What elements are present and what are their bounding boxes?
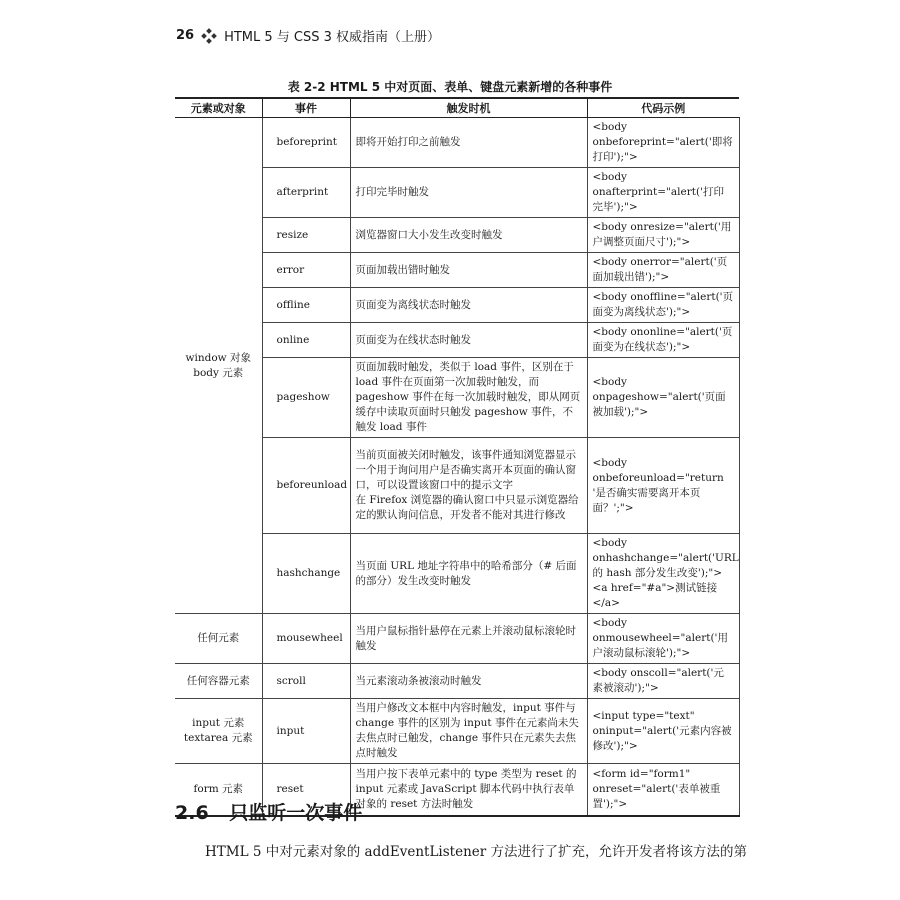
timing-cell: 页面加载出错时触发 — [350, 253, 587, 288]
timing-cell: 当用户修改文本框中内容时触发，input 事件与 change 事件的区别为 input 事件在元素尚未失去焦点时已触发，change 事件只在元素失去焦点时触发 — [350, 699, 587, 764]
element-cell: input 元素 textarea 元素 — [175, 699, 262, 764]
timing-cell: 当用户鼠标指针悬停在元素上并滚动鼠标滚轮时触发 — [350, 614, 587, 664]
table-caption: 表 2-2 HTML 5 中对页面、表单、键盘元素新增的各种事件 — [287, 80, 613, 94]
table-row — [175, 699, 739, 764]
code-cell: <body onbeforeprint="alert('即将打印');"> — [587, 118, 739, 168]
events-table — [175, 97, 740, 817]
code-cell: <body onmousewheel="alert('用户滚动鼠标滚轮');"> — [587, 614, 739, 664]
code-cell: <body onscoll="alert('元素被滚动');"> — [587, 664, 739, 699]
event-cell: afterprint — [262, 168, 350, 218]
page-number: 26 — [176, 28, 195, 43]
table-header-row — [175, 98, 739, 118]
diamond-ornament-icon — [202, 29, 216, 43]
event-cell: pageshow — [262, 358, 350, 438]
event-cell: resize — [262, 218, 350, 253]
code-cell: <form id="form1" onreset="alert('表单被重置');"> — [587, 764, 739, 816]
column-header: 代码示例 — [587, 98, 739, 118]
timing-cell: 当元素滚动条被滚动时触发 — [350, 664, 587, 699]
code-cell: <body onbeforeunload="return '是否确实需要离开本页面？';"> — [587, 438, 739, 534]
event-cell: beforeunload — [262, 438, 350, 534]
event-cell: mousewheel — [262, 614, 350, 664]
running-title: HTML 5 与 CSS 3 权威指南（上册） — [224, 30, 441, 45]
table-row — [175, 118, 739, 168]
code-cell: <body onoffline="alert('页面变为离线状态');"> — [587, 288, 739, 323]
table-row — [175, 614, 739, 664]
event-cell: online — [262, 323, 350, 358]
body-paragraph: HTML 5 中对元素对象的 addEventListener 方法进行了扩充，允许开发者将该方法的第 — [205, 844, 748, 860]
element-cell: form 元素 — [175, 764, 262, 816]
event-cell: beforeprint — [262, 118, 350, 168]
column-header: 事件 — [262, 98, 350, 118]
section-title: 只监听一次事件 — [229, 802, 363, 824]
timing-cell: 页面加载时触发，类似于 load 事件，区别在于 load 事件在页面第一次加载时触发，而 pageshow 事件在每一次加载时触发，即从网页缓存中读取页面时只触发 pageshow 事件，不触发 load 事件 — [350, 358, 587, 438]
code-cell: <body onerror="alert('页面加载出错');"> — [587, 253, 739, 288]
timing-cell: 当前页面被关闭时触发，该事件通知浏览器显示一个用于询问用户是否确实离开本页面的确认窗口，可以设置该窗口中的提示文字 在 Firefox 浏览器的确认窗口中只显示浏览器给定的默认询问信息，开发者不能对其进行修改 — [350, 438, 587, 534]
timing-cell: 页面变为在线状态时触发 — [350, 323, 587, 358]
code-cell: <body onhashchange="alert('URL 的 hash 部分发生改变');"> <a href="#a">测试链接</a> — [587, 534, 739, 614]
code-cell: <body onresize="alert('用户调整页面尺寸');"> — [587, 218, 739, 253]
section-heading — [175, 798, 362, 825]
event-cell: hashchange — [262, 534, 350, 614]
element-cell: 任何容器元素 — [175, 664, 262, 699]
event-cell: offline — [262, 288, 350, 323]
event-cell: input — [262, 699, 350, 764]
element-cell: window 对象 body 元素 — [175, 118, 262, 614]
timing-cell: 当用户按下表单元素中的 type 类型为 reset 的 input 元素或 JavaScript 脚本代码中执行表单对象的 reset 方法时触发 — [350, 764, 587, 816]
timing-cell: 页面变为离线状态时触发 — [350, 288, 587, 323]
code-cell: <body onpageshow="alert('页面被加载');"> — [587, 358, 739, 438]
timing-cell: 打印完毕时触发 — [350, 168, 587, 218]
event-cell: scroll — [262, 664, 350, 699]
event-cell: reset — [262, 764, 350, 816]
timing-cell: 浏览器窗口大小发生改变时触发 — [350, 218, 587, 253]
code-cell: <input type="text" oninput="alert('元素内容被修改');"> — [587, 699, 739, 764]
timing-cell: 当页面 URL 地址字符串中的哈希部分（# 后面的部分）发生改变时触发 — [350, 534, 587, 614]
timing-cell: 即将开始打印之前触发 — [350, 118, 587, 168]
code-cell: <body ononline="alert('页面变为在线状态');"> — [587, 323, 739, 358]
element-cell: 任何元素 — [175, 614, 262, 664]
code-cell: <body onafterprint="alert('打印完毕');"> — [587, 168, 739, 218]
column-header: 触发时机 — [350, 98, 587, 118]
event-cell: error — [262, 253, 350, 288]
table-row — [175, 664, 739, 699]
running-header — [176, 26, 440, 45]
section-number: 2.6 — [175, 802, 209, 824]
column-header: 元素或对象 — [175, 98, 262, 118]
